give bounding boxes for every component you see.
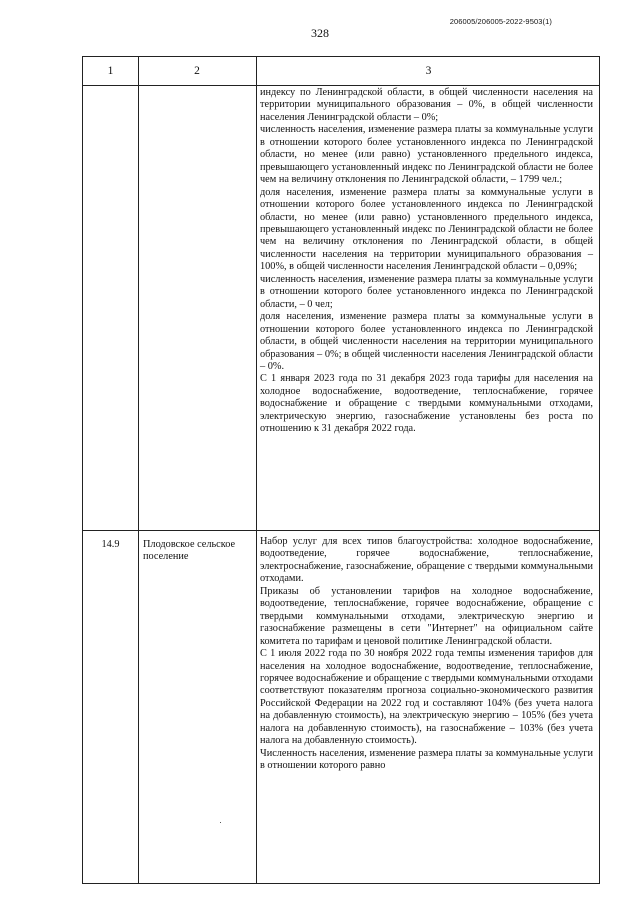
row-1-paragraph: доля населения, изменение размера платы за коммунальные услуги в отношении которого более установленного индекса по Ленинградской области, но менее (или равно) установленного предельного индекса, превышающего установленный индекс по Ленинградской области не более чем на величину отклонения по Ленинградской области, в общей численности населения на территории муниципального образования – 100%, в общей численности населения Ленинградской области – 0,09%; xyxy=(260,186,593,273)
row-divider xyxy=(83,530,599,531)
row-2-number: 14.9 xyxy=(101,539,120,550)
row-2-name: Плодовское сельское поселение xyxy=(143,539,236,563)
row-1-paragraph: С 1 января 2023 года по 31 декабря 2023 года тарифы для населения на холодное водоснабжение, водоотведение, теплоснабжение, горячее водоснабжение и обращение с твердыми коммунальными отходами, электрическую энергию, газоснабжение установлены без роста по отношению к 31 декабря 2022 года. xyxy=(260,373,593,435)
column-divider-2 xyxy=(256,57,257,883)
row-1-paragraph: численность населения, изменение размера платы за коммунальные услуги в отношении которого более установленного индекса по Ленинградской области, – 0 чел; xyxy=(260,273,593,310)
row-1-description xyxy=(260,87,593,436)
header-divider xyxy=(83,85,599,86)
row-2-paragraph: Численность населения, изменение размера платы за коммунальные услуги в отношении которого равно xyxy=(260,747,593,772)
row-1-paragraph: доля населения, изменение размера платы за коммунальные услуги в отношении которого более установленного индекса по Ленинградской области, в общей численности населения на территории муниципального образования – 0%; в общей численности населения Ленинградской области – 0%. xyxy=(260,311,593,372)
data-table xyxy=(82,56,600,884)
column-header-1: 1 xyxy=(107,65,114,77)
page-number: 328 xyxy=(311,26,329,40)
row-1-paragraph: численность населения, изменение размера платы за коммунальные услуги в отношении которого более установленного индекса по Ленинградской области, но менее (или равно) установленного предельного индекса, превышающего установленный индекс по Ленинградской области не более чем на величину отклонения по Ленинградской области, – 1799 чел.; xyxy=(260,124,593,186)
column-divider-1 xyxy=(138,57,139,883)
column-header-3: 3 xyxy=(425,65,432,77)
row-2-paragraph: Приказы об установлении тарифов на холодное водоснабжение, водоотведение, теплоснабжение, горячее водоснабжение, обращение с твердыми коммунальными отходами, электрическую энергию и газоснабжение размещены в сети "Интернет" на официальном сайте комитета по тарифам и ценовой политике Ленинградской области. xyxy=(260,585,593,647)
row-2-paragraph: Набор услуг для всех типов благоустройства: холодное водоснабжение, водоотведение, горячее водоснабжение, теплоснабжение, электроснабжение, газоснабжение, обращение с твердыми коммунальными отходами. xyxy=(260,536,593,585)
document-code: 206005/206005-2022-9503(1) xyxy=(449,17,552,26)
column-header-2: 2 xyxy=(194,65,200,77)
scan-speck xyxy=(220,822,221,823)
row-2-description xyxy=(260,536,593,773)
row-1-paragraph: индексу по Ленинградской области, в общей численности населения на территории муниципального образования – 0%, в общей численности населения Ленинградской области – 0%; xyxy=(260,87,593,123)
row-2-paragraph: С 1 июля 2022 года по 30 ноября 2022 года темпы изменения тарифов для населения на холодное водоснабжение, водоотведение, теплоснабжение, горячее водоснабжение и обращение с твердыми коммунальными отходами соответствуют показателям прогноза социально-экономического развития Российской Федерации на 2022 год и составляют 104% (без учета налога на добавленную стоимость), на электрическую энергию – 105% (без учета налога на добавленную стоимость), на газоснабжение – 103% (без учета налога на добавленную стоимость). xyxy=(260,648,593,747)
